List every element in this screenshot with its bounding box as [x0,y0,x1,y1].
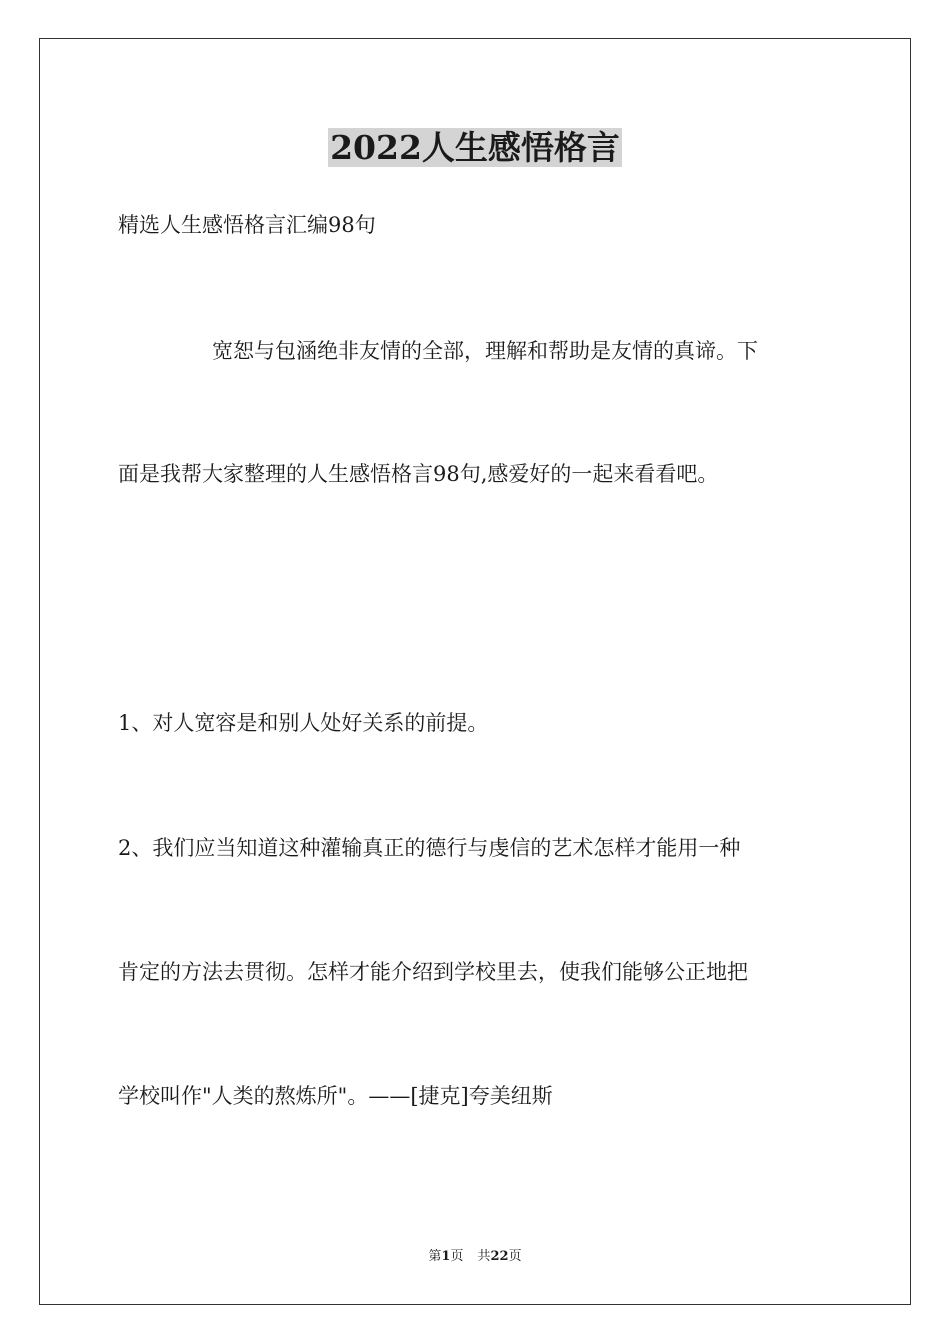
quote-item-2-line-1: 2、我们应当知道这种灌输真正的德行与虔信的艺术怎样才能用一种 [118,836,741,860]
intro-paragraph-line-2: 面是我帮大家整理的人生感悟格言98句,感爱好的一起来看看吧。 [118,462,719,486]
footer-page-prefix: 第 [428,1249,442,1264]
quote-item-2-line-3: 学校叫作"人类的熬炼所"。——[捷克]夸美纽斯 [118,1084,553,1108]
document-subtitle: 精选人生感悟格言汇编98句 [118,213,376,237]
footer-total-pages: 22 [490,1249,509,1264]
footer-page-number: 1 [441,1249,451,1264]
intro-paragraph-line-1: 宽恕与包涵绝非友情的全部，理解和帮助是友情的真谛。下 [212,339,758,363]
footer-total-prefix: 共 [477,1249,491,1264]
footer-page-suffix: 页 [450,1249,464,1264]
footer-total-suffix: 页 [508,1249,522,1264]
quote-item-1: 1、对人宽容是和别人处好关系的前提。 [118,711,489,735]
page-footer [0,1248,950,1266]
document-title-text: 2022人生感悟格言 [330,128,620,167]
quote-item-2-line-2: 肯定的方法去贯彻。怎样才能介绍到学校里去，使我们能够公正地把 [118,960,748,984]
document-title [0,128,950,168]
